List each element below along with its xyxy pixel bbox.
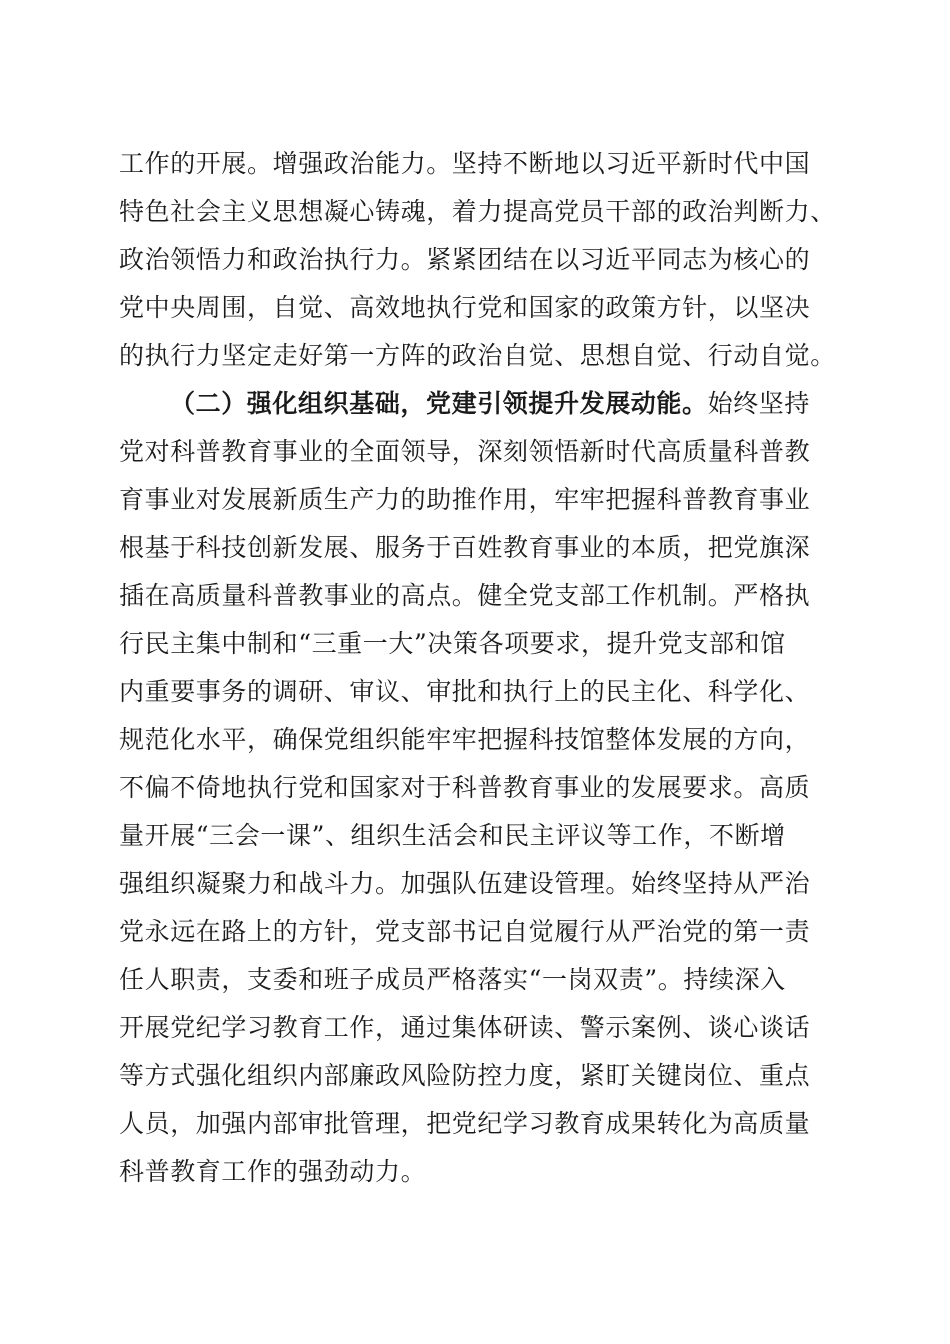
section-heading-line-rest: 始终坚持 [707, 389, 811, 418]
paragraph-2-line-8: 不偏不倚地执行党和国家对于科普教育事业的发展要求。高质 [119, 773, 811, 802]
paragraph-2-line-12: 任人职责，支委和班子成员严格落实“一岗双责”。持续深入 [119, 965, 786, 994]
paragraph-2-line-11: 党永远在路上的方针，党支部书记自觉履行从严治党的第一责 [119, 917, 811, 946]
paragraph-2-line-5: 行民主集中制和“三重一大”决策各项要求，提升党支部和馆 [119, 629, 786, 658]
paragraph-1-line-3: 政治领悟力和政治执行力。紧紧团结在以习近平同志为核心的 [119, 245, 811, 274]
section-heading-line [170, 384, 831, 424]
paragraph-2-line-10: 强组织凝聚力和战斗力。加强队伍建设管理。始终坚持从严治 [119, 869, 811, 898]
paragraph-2-line-7: 规范化水平，确保党组织能牢牢把握科技馆整体发展的方向， [119, 725, 811, 754]
paragraph-1-line-2: 特色社会主义思想凝心铸魂，着力提高党员干部的政治判断力、 [119, 197, 836, 226]
paragraph-2-line-15: 人员，加强内部审批管理，把党纪学习教育成果转化为高质量 [119, 1109, 811, 1138]
paragraph-2-line-3: 根基于科技创新发展、服务于百姓教育事业的本质，把党旗深 [119, 533, 811, 562]
paragraph-2-line-2: 育事业对发展新质生产力的助推作用，牢牢把握科普教育事业 [119, 485, 811, 514]
paragraph-2-line-9: 量开展“三会一课”、组织生活会和民主评议等工作，不断增 [119, 821, 786, 850]
paragraph-1-line-5: 的执行力坚定走好第一方阵的政治自觉、思想自觉、行动自觉。 [119, 341, 836, 370]
paragraph-2-line-6: 内重要事务的调研、审议、审批和执行上的民主化、科学化、 [119, 677, 811, 706]
paragraph-2-line-1: 党对科普教育事业的全面领导，深刻领悟新时代高质量科普教 [119, 437, 811, 466]
section-heading: （二）强化组织基础，党建引领提升发展动能。 [170, 389, 708, 418]
paragraph-2-line-4: 插在高质量科普教事业的高点。健全党支部工作机制。严格执 [119, 581, 811, 610]
paragraph-2-line-13: 开展党纪学习教育工作，通过集体研读、警示案例、谈心谈话 [119, 1013, 811, 1042]
paragraph-1-line-4: 党中央周围，自觉、高效地执行党和国家的政策方针，以坚决 [119, 293, 811, 322]
paragraph-2-line-16: 科普教育工作的强劲动力。 [119, 1157, 427, 1186]
paragraph-2-line-14: 等方式强化组织内部廉政风险防控力度，紧盯关键岗位、重点 [119, 1061, 811, 1090]
paragraph-1-line-1: 工作的开展。增强政治能力。坚持不断地以习近平新时代中国 [119, 149, 811, 178]
